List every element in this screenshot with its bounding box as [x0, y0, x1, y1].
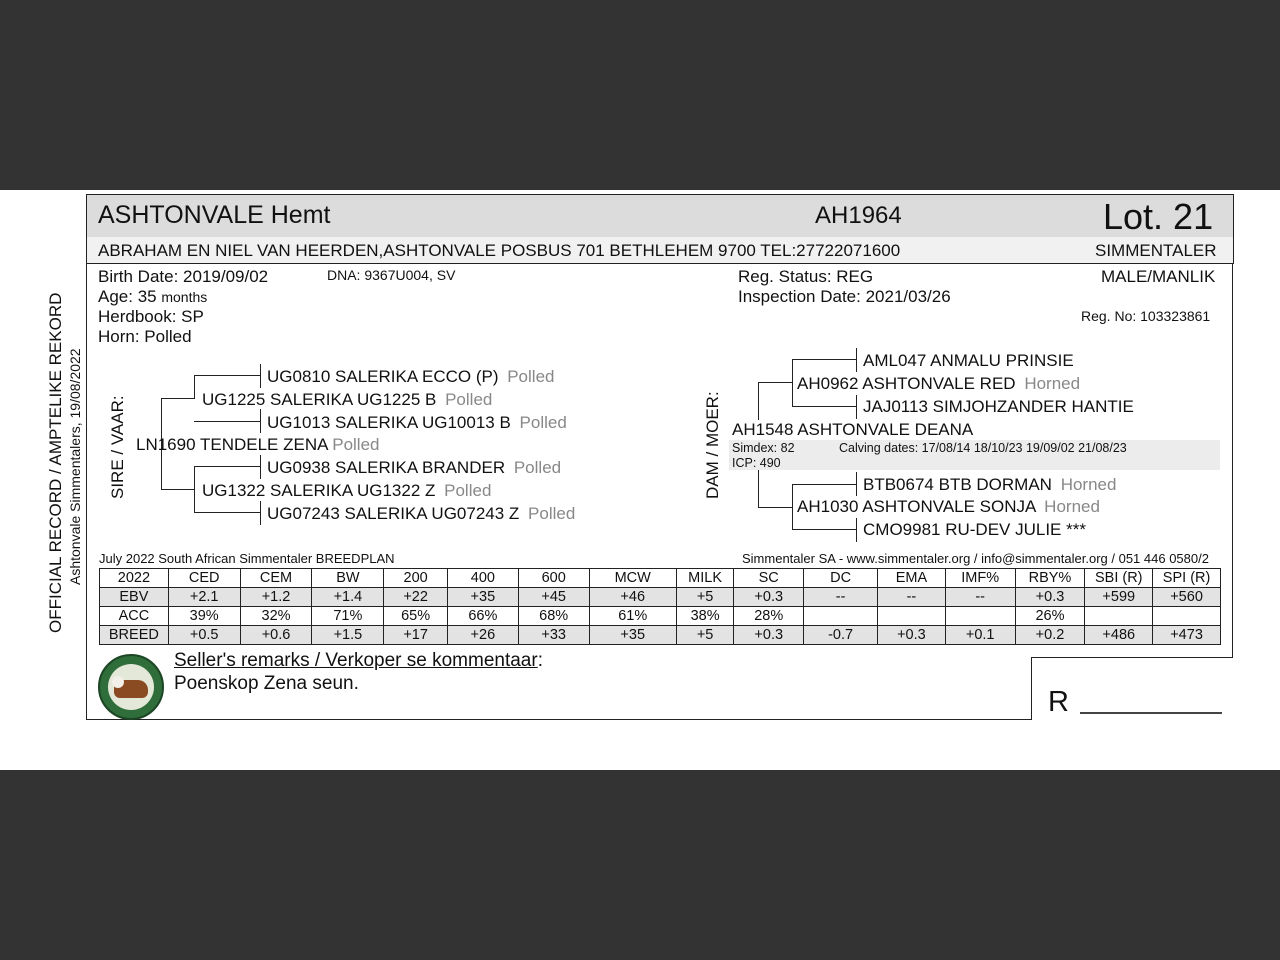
dam-tree-line: [856, 395, 857, 419]
sire-tree-line: [260, 364, 261, 388]
value-cell: -0.7: [804, 626, 878, 645]
pedigree-horn: Polled: [444, 481, 492, 500]
value-cell: +45: [518, 588, 589, 607]
birth-date: Birth Date: 2019/09/02: [98, 267, 269, 286]
card-left-border: [86, 263, 87, 720]
column-header: 600: [518, 569, 589, 588]
pedigree-horn: Polled: [519, 413, 567, 432]
sire-tree-line: [194, 512, 260, 513]
value-cell: 68%: [518, 607, 589, 626]
value-cell: +0.6: [240, 626, 312, 645]
ebv-row-acc: [100, 607, 1221, 626]
column-header: IMF%: [945, 569, 1015, 588]
column-header: EMA: [878, 569, 946, 588]
pedigree-horn: Polled: [445, 390, 493, 409]
dam-tree-line: [792, 406, 856, 407]
value-cell: 26%: [1015, 607, 1085, 626]
dam: AH1548 ASHTONVALE DEANA: [732, 420, 974, 439]
dam-tree-line: [758, 507, 792, 508]
contact-caption: Simmentaler SA - www.simmentaler.org / info@simmentaler.org / 051 446 0580/2: [742, 551, 1209, 566]
sire-dam-sire: [267, 458, 561, 478]
value-cell: [945, 607, 1015, 626]
simdex: Simdex: 82: [732, 441, 795, 455]
owner-line: ABRAHAM EN NIEL VAN HEERDEN,ASHTONVALE POSBUS 701 BETHLEHEM 9700 TEL:27722071600: [98, 241, 901, 260]
dam-tree-line: [792, 484, 856, 485]
column-header: BW: [312, 569, 384, 588]
dam-dam-sire: [863, 475, 1116, 495]
column-header: SBI (R): [1085, 569, 1153, 588]
lot-number: Lot. 21: [1103, 196, 1214, 237]
value-cell: +35: [589, 626, 676, 645]
pedigree-horn: Horned: [1060, 475, 1117, 494]
dam-label: DAM / MOER:: [703, 391, 722, 499]
value-cell: +473: [1153, 626, 1221, 645]
age: [98, 287, 207, 307]
dam-tree-line: [792, 359, 793, 407]
sire-tree-line: [194, 466, 195, 513]
age-value: Age: 35: [98, 287, 157, 306]
dam-tree-line: [856, 518, 857, 542]
sire-dam: [202, 481, 491, 501]
pedigree-name: BTB0674 BTB DORMAN: [863, 475, 1052, 494]
sire-tree-line: [161, 489, 195, 490]
pedigree-horn: Polled: [507, 367, 555, 386]
value-cell: 32%: [240, 607, 312, 626]
value-cell: +46: [589, 588, 676, 607]
inspection-date: Inspection Date: 2021/03/26: [738, 287, 951, 306]
column-header: RBY%: [1015, 569, 1085, 588]
dam-tree-line: [792, 484, 793, 530]
pedigree-name: UG1225 SALERIKA UG1225 B: [202, 390, 437, 409]
animal-name: ASHTONVALE Hemt: [98, 201, 331, 229]
value-cell: --: [945, 588, 1015, 607]
price-entry-line[interactable]: [1080, 712, 1222, 714]
column-header: 200: [384, 569, 448, 588]
dam-sire-sire: AML047 ANMALU PRINSIE: [863, 351, 1074, 370]
logo-cow-head: [112, 676, 124, 688]
pedigree-horn: Polled: [513, 458, 562, 477]
dam-tree-line: [758, 470, 759, 508]
breed-name: SIMMENTALER: [1095, 241, 1217, 260]
official-record-label: OFFICIAL RECORD / AMPTELIKE REKORD: [46, 292, 65, 633]
row-label-cell: ACC: [100, 607, 169, 626]
remarks-title-text: Seller's remarks / Verkoper se kommentaar: [174, 650, 538, 671]
sire-dam-dam: [267, 504, 575, 524]
horn-status: Horn: Polled: [98, 327, 192, 346]
column-header: 400: [447, 569, 518, 588]
sire-sire-dam: [267, 413, 567, 433]
dam-tree-line: [856, 472, 857, 496]
column-header: 2022: [100, 569, 169, 588]
price-box-left: [1031, 658, 1032, 720]
dam-tree-line: [792, 359, 856, 360]
value-cell: +5: [676, 588, 733, 607]
column-header: MCW: [589, 569, 676, 588]
ebv-table: [99, 568, 1221, 645]
value-cell: 61%: [589, 607, 676, 626]
sire-tree-line: [194, 466, 260, 467]
value-cell: +35: [447, 588, 518, 607]
value-cell: +33: [518, 626, 589, 645]
row-label-cell: EBV: [100, 588, 169, 607]
column-header: SPI (R): [1153, 569, 1221, 588]
source-label: Ashtonvale Simmentalers, 19/08/2022: [67, 348, 83, 585]
dam-tree-line: [792, 529, 856, 530]
dna: DNA: 9367U004, SV: [327, 267, 456, 283]
sire-label: SIRE / VAAR:: [108, 395, 127, 499]
remarks-title-colon: :: [537, 650, 543, 671]
sire-tree-line: [260, 501, 261, 525]
sire-tree-line: [194, 421, 260, 422]
value-cell: 28%: [734, 607, 804, 626]
value-cell: 71%: [312, 607, 384, 626]
value-cell: +1.5: [312, 626, 384, 645]
value-cell: +0.3: [734, 626, 804, 645]
pedigree-horn: Polled: [528, 504, 576, 523]
value-cell: +0.3: [878, 626, 946, 645]
sire-sire-sire: [267, 367, 554, 387]
value-cell: +1.2: [240, 588, 312, 607]
reg-status: Reg. Status: REG: [738, 267, 874, 286]
dam-dam: [797, 497, 1100, 517]
value-cell: +17: [384, 626, 448, 645]
value-cell: +26: [447, 626, 518, 645]
price-box-top: [1031, 657, 1233, 658]
pedigree-name: UG0810 SALERIKA ECCO (P): [267, 367, 499, 386]
calving-dates: Calving dates: 17/08/14 18/10/23 19/09/02 21/08/23: [839, 441, 1127, 455]
remarks-text: Poenskop Zena seun.: [174, 673, 359, 694]
herdbook: Herdbook: SP: [98, 307, 204, 326]
value-cell: 38%: [676, 607, 733, 626]
ebv-row-breed: [100, 626, 1221, 645]
value-cell: 66%: [447, 607, 518, 626]
value-cell: 39%: [168, 607, 240, 626]
value-cell: --: [804, 588, 878, 607]
column-header: CEM: [240, 569, 312, 588]
value-cell: +5: [676, 626, 733, 645]
animal-id: AH1964: [815, 202, 902, 229]
value-cell: +0.5: [168, 626, 240, 645]
sire-tree-line: [161, 398, 195, 399]
pedigree-name: AH0962 ASHTONVALE RED: [797, 374, 1016, 393]
pedigree-name: UG1013 SALERIKA UG10013 B: [267, 413, 511, 432]
sex: MALE/MANLIK: [1101, 267, 1216, 286]
sire-tree-line: [260, 409, 261, 433]
value-cell: +22: [384, 588, 448, 607]
dam-tree-line: [758, 382, 759, 420]
dam-tree-line: [856, 348, 857, 372]
simmentaler-logo-icon: [98, 654, 164, 720]
value-cell: 65%: [384, 607, 448, 626]
value-cell: +0.3: [1015, 588, 1085, 607]
value-cell: [1153, 607, 1221, 626]
column-header: CED: [168, 569, 240, 588]
column-header: MILK: [676, 569, 733, 588]
column-header: SC: [734, 569, 804, 588]
remarks-title: [174, 650, 543, 672]
column-header: DC: [804, 569, 878, 588]
sire-tree-line: [260, 455, 261, 479]
sire-tree-line: [194, 375, 195, 399]
reg-no: Reg. No: 103323861: [1081, 308, 1211, 324]
dam-sire: [797, 374, 1080, 394]
pedigree-name: LN1690 TENDELE ZENA: [136, 435, 328, 454]
pedigree-name: UG1322 SALERIKA UG1322 Z: [202, 481, 436, 500]
value-cell: +599: [1085, 588, 1153, 607]
value-cell: --: [878, 588, 946, 607]
value-cell: +2.1: [168, 588, 240, 607]
ebv-row-ebv: [100, 588, 1221, 607]
pedigree-name: AH1030 ASHTONVALE SONJA: [797, 497, 1036, 516]
breedplan-caption: July 2022 South African Simmentaler BREEDPLAN: [99, 551, 395, 566]
value-cell: [878, 607, 946, 626]
price-label: R: [1048, 686, 1069, 718]
value-cell: +486: [1085, 626, 1153, 645]
ebv-header-row: [100, 569, 1221, 588]
sire-sire: [202, 390, 492, 410]
value-cell: [804, 607, 878, 626]
value-cell: +0.3: [734, 588, 804, 607]
row-label-cell: BREED: [100, 626, 169, 645]
value-cell: +0.1: [945, 626, 1015, 645]
pedigree-horn: Horned: [1044, 497, 1100, 516]
card-right-border: [1232, 263, 1233, 658]
value-cell: +0.2: [1015, 626, 1085, 645]
value-cell: +1.4: [312, 588, 384, 607]
dam-sire-dam: JAJ0113 SIMJOHZANDER HANTIE: [863, 397, 1134, 416]
icp: ICP: 490: [732, 456, 781, 470]
age-unit: months: [161, 289, 208, 305]
pedigree-horn: Horned: [1024, 374, 1081, 393]
dam-dam-dam: CMO9981 RU-DEV JULIE ***: [863, 520, 1086, 539]
pedigree-horn: Polled: [332, 435, 380, 454]
sire-tree-line: [194, 375, 260, 376]
value-cell: +560: [1153, 588, 1221, 607]
pedigree-name: UG0938 SALERIKA BRANDER: [267, 458, 506, 477]
value-cell: [1085, 607, 1153, 626]
pedigree-name: UG07243 SALERIKA UG07243 Z: [267, 504, 520, 523]
dam-tree-line: [758, 382, 792, 383]
sire: [136, 435, 380, 455]
card-bottom-border: [86, 719, 1032, 720]
